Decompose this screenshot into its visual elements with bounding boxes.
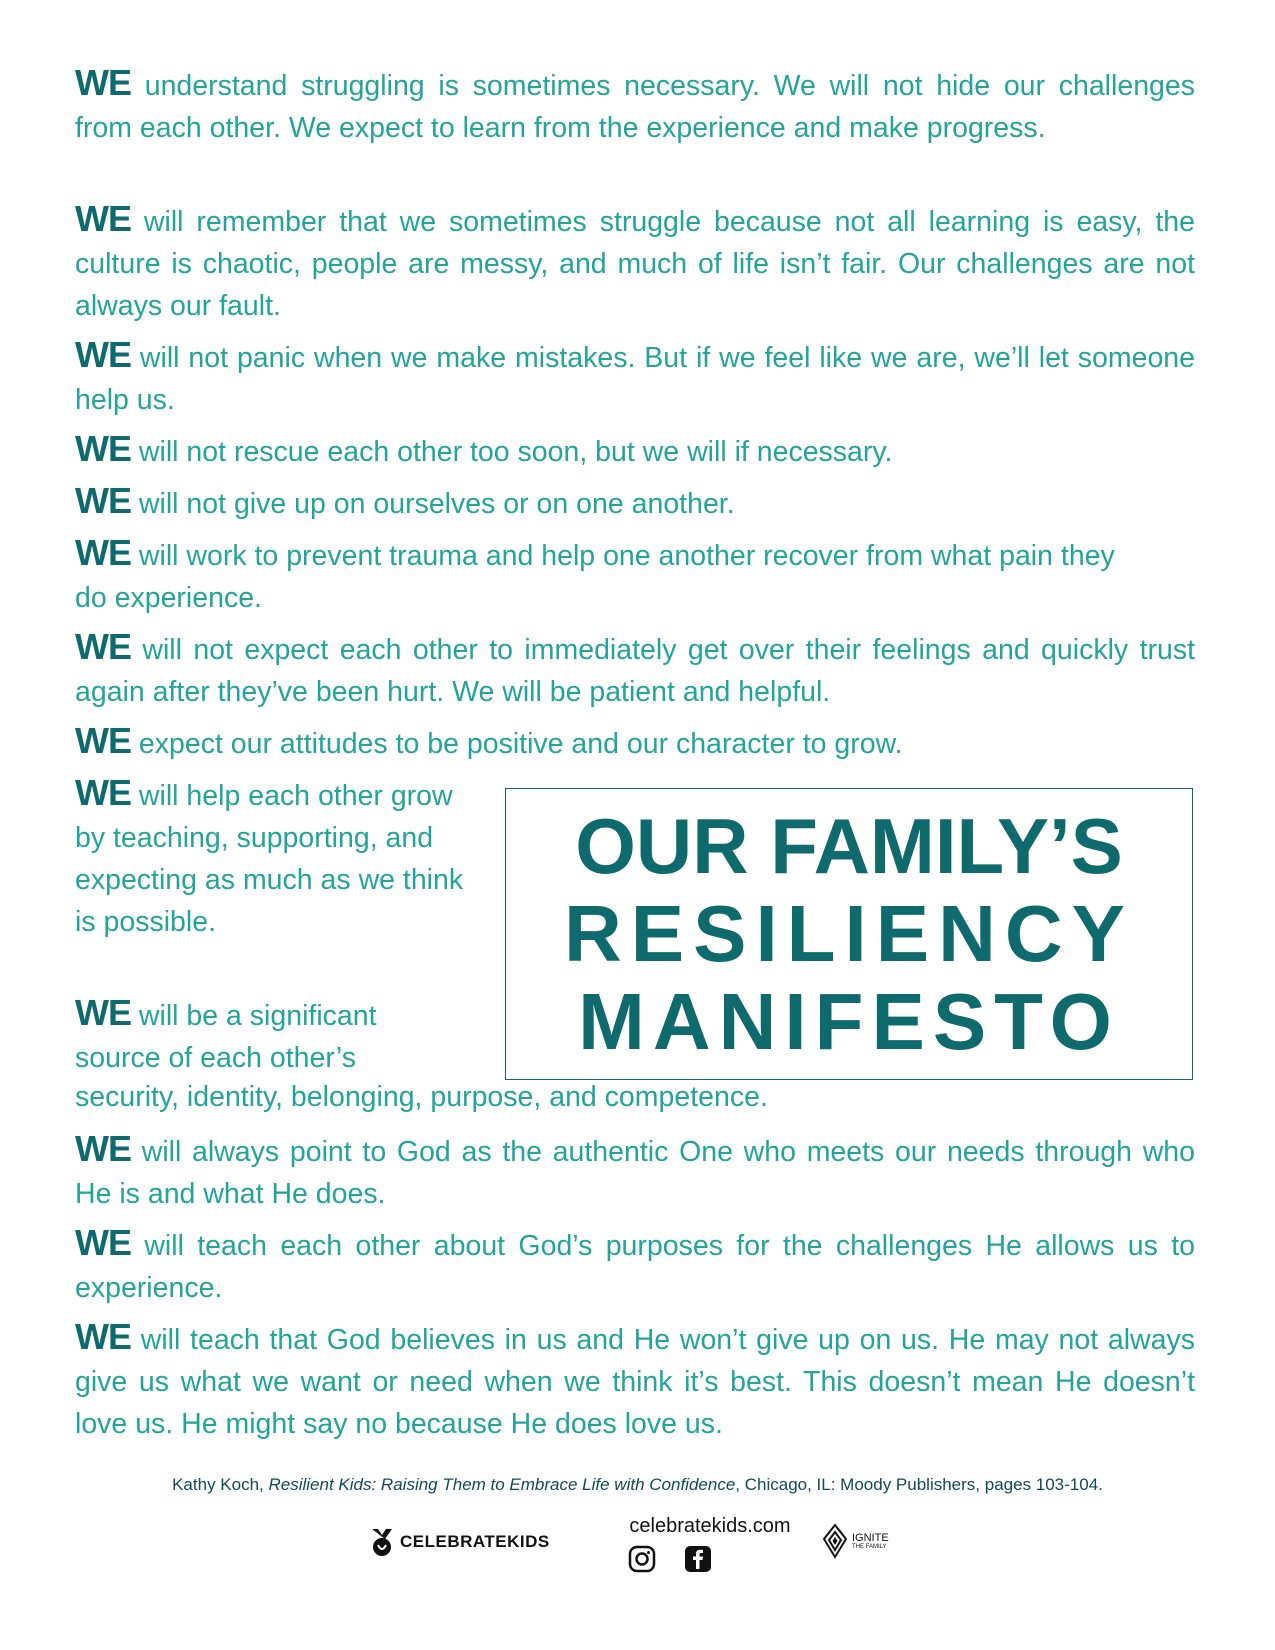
statement-lead: WE: [75, 334, 131, 375]
social-links: [628, 1545, 712, 1573]
statement-lead: WE: [75, 1128, 131, 1169]
website-link[interactable]: celebratekids.com: [629, 1515, 791, 1537]
statement-10-continuation: [75, 1076, 1195, 1118]
title-line-2: RESILIENCY: [563, 889, 1135, 978]
ignite-the-family-logo: [822, 1523, 889, 1559]
statement-13: [75, 1316, 1195, 1445]
statement-3: [75, 334, 1195, 421]
statement-text: will remember that we sometimes struggle because not all learning is easy, the culture is chaotic, people are messy, and much of life isn’t fair. Our challenges are not always our fault.: [75, 206, 1195, 322]
statement-text: will teach that God believes in us and He won’t give up on us. He may not always give us what we want or need when we think it’s best. This doesn’t mean He doesn’t love us. He might say no because He does love us.: [75, 1324, 1195, 1440]
title-line-3: MANIFESTO: [578, 977, 1120, 1066]
statement-lead: WE: [75, 992, 131, 1033]
celebratekids-wordmark: CELEBRATEKIDS: [400, 1532, 550, 1551]
statement-text: will not give up on ourselves or on one another.: [138, 488, 735, 520]
statement-text: will not panic when we make mistakes. But if we feel like we are, we’ll let someone help us.: [75, 342, 1196, 416]
statement-lead: WE: [75, 198, 131, 239]
citation: [0, 1475, 1275, 1495]
ignite-sub: THE FAMILY: [852, 1543, 887, 1550]
statement-9: [75, 772, 465, 943]
statement-12: [75, 1222, 1195, 1309]
statement-text: will not expect each other to immediately get over their feelings and quickly trust again after they’ve been hurt. We will be patient and helpful.: [75, 634, 1195, 708]
statement-text: will work to prevent trauma and help one another recover from what pain they do experience.: [75, 540, 1115, 614]
statement-text: understand struggling is sometimes necessary. We will not hide our challenges from each other. We expect to learn from the experience and make progress.: [75, 70, 1196, 144]
title-line-1: OUR FAMILY’S: [575, 802, 1123, 890]
instagram-icon[interactable]: [628, 1545, 656, 1573]
statement-text: security, identity, belonging, purpose, and competence.: [75, 1081, 768, 1113]
statement-lead: WE: [75, 772, 131, 813]
statement-lead: WE: [75, 480, 131, 521]
statement-11: [75, 1128, 1195, 1215]
ignite-brand: IGNITE: [852, 1531, 889, 1544]
statement-text: will be a significant source of each other’s: [75, 1000, 377, 1074]
statement-text: expect our attitudes to be positive and our character to grow.: [138, 728, 903, 760]
statement-6: [75, 532, 1135, 619]
statement-4: [75, 428, 1195, 473]
title-box: [505, 788, 1193, 1080]
celebratekids-logo: [370, 1527, 550, 1557]
facebook-icon[interactable]: [684, 1545, 712, 1573]
statement-5: [75, 480, 1195, 525]
statement-10: [75, 992, 445, 1079]
statement-lead: WE: [75, 428, 131, 469]
ignite-mark-icon: [822, 1523, 848, 1559]
statement-lead: WE: [75, 720, 131, 761]
statement-lead: WE: [75, 1316, 131, 1357]
statement-lead: WE: [75, 532, 131, 573]
statement-text: will not rescue each other too soon, but we will if necessary.: [138, 436, 893, 468]
statement-text: will teach each other about God’s purposes for the challenges He allows us to experience.: [75, 1230, 1195, 1304]
statement-text: will help each other grow by teaching, supporting, and expecting as much as we think is possible.: [75, 780, 464, 938]
citation-publisher: , Chicago, IL: Moody Publishers, pages 103-104.: [735, 1475, 1103, 1494]
statement-8: [75, 720, 1195, 765]
statement-lead: WE: [75, 1222, 131, 1263]
statement-text: will always point to God as the authentic One who meets our needs through who He is and what He does.: [75, 1136, 1196, 1210]
statement-2: [75, 198, 1195, 327]
celebratekids-mark-icon: [370, 1527, 394, 1557]
statement-lead: WE: [75, 62, 131, 103]
citation-author: Kathy Koch,: [172, 1475, 264, 1494]
statement-lead: WE: [75, 626, 131, 667]
citation-book: Resilient Kids: Raising Them to Embrace Life with Confidence: [268, 1475, 736, 1494]
statement-7: [75, 626, 1195, 713]
ignite-wordmark: [852, 1533, 889, 1550]
statement-1: [75, 62, 1195, 149]
